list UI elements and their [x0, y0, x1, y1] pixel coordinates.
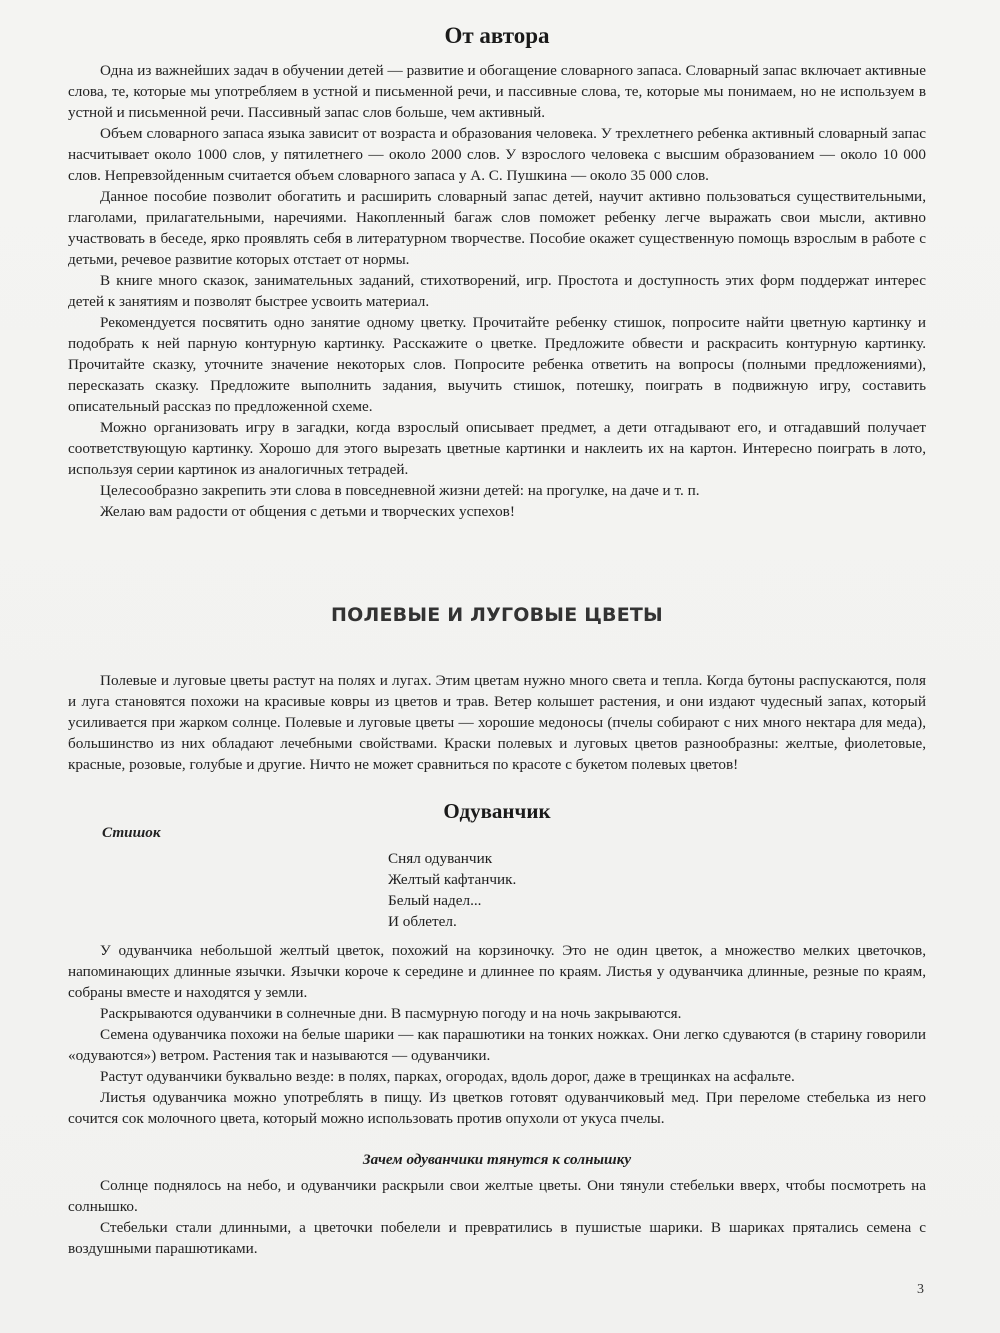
poem-label: Стишок — [102, 824, 161, 841]
author-paragraph: В книге много сказок, занимательных заданий, стихотворений, игр. Простота и доступность этих форм поддержат интерес детей к занятиям и позволят быстрее усвоить материал. — [68, 272, 926, 310]
author-paragraph: Желаю вам радости от общения с детьми и творческих успехов! — [100, 503, 515, 520]
author-paragraph: Целесообразно закрепить эти слова в повседневной жизни детей: на прогулке, на даче и т. п. — [100, 482, 700, 499]
author-paragraph: Можно организовать игру в загадки, когда взрослый описывает предмет, а дети отгадывают его, и отгадавший получает соответствующую картинку. Хорошо для этого вырезать цветные картинки и наклеить их на картон. Интересно поиграть в лото, используя серии картинок из аналогичных тетрадей. — [68, 419, 926, 478]
dandelion-description — [68, 940, 926, 1129]
page-number: 3 — [917, 1282, 924, 1297]
flowers-section — [68, 604, 926, 775]
section-intro — [68, 670, 926, 775]
dandelion-title: Одуванчик — [443, 799, 551, 823]
author-paragraph: Одна из важнейших задач в обучении детей — развитие и обогащение словарного запаса. Словарный запас включает активные слова, те, которые мы употребляем в устной и письменной речи, и пассивные слова, те, которые мы понимаем, но не используем в устной и письменной речи. Пассивный запас слов больше, чем активный. — [68, 62, 926, 121]
author-paragraph: Рекомендуется посвятить одно занятие одному цветку. Прочитайте ребенку стишок, попросите найти цветную картинку и подобрать к ней парную контурную картинку. Расскажите о цветке. Предложите обвести и раскрасить контурную картинку. Прочитайте сказку, уточните значение некоторых слов. Попросите ребенка ответить на вопросы (полными предложениями), пересказать сказку. Предложите выполнить задания, выучить стишок, потешку, поиграть в подвижную игру, составить описательный рассказ по предложенной схеме. — [68, 314, 926, 415]
description-paragraph: Семена одуванчика похожи на белые шарики — как парашютики на тонких ножках. Они легко сдуваются (в старину говорили «одуваются») ветром. Растения так и называются — одуванчики. — [68, 1026, 926, 1064]
story-title: Зачем одуванчики тянутся к солнышку — [362, 1151, 632, 1168]
story-paragraph: Стебельки стали длинными, а цветочки побелели и превратились в пушистые шарики. В шариках прятались семена с воздушными парашютиками. — [68, 1219, 926, 1257]
poem-line: Желтый кафтанчик. — [388, 871, 517, 888]
page-content — [68, 22, 926, 1259]
author-paragraph: Данное пособие позволит обогатить и расширить словарный запас детей, научит активно пользоваться существительными, глаголами, прилагательными, наречиями. Накопленный багаж слов поможет ребенку легче выражать свои мысли, активно участвовать в беседе, ярко проявлять себя в литературном творчестве. Пособие окажет существенную помощь взрослым в работе с детьми, речевое развитие которых отстает от нормы. — [68, 188, 926, 268]
poem-line: И облетел. — [388, 913, 457, 930]
author-section-title: От автора — [444, 23, 550, 48]
description-paragraph: Раскрываются одуванчики в солнечные дни. В пасмурную погоду и на ночь закрываются. — [100, 1005, 682, 1022]
poem-line: Белый надел... — [388, 892, 482, 909]
author-section — [68, 22, 926, 522]
description-paragraph: Листья одуванчика можно употреблять в пищу. Из цветков готовят одуванчиковый мед. При переломе стебелька из него сочится сок молочного цвета, который можно использовать против опухоли от укуса пчелы. — [68, 1089, 926, 1127]
poem — [388, 848, 926, 932]
description-paragraph: Растут одуванчики буквально везде: в полях, парках, огородах, вдоль дорог, даже в трещинках на асфальте. — [100, 1068, 795, 1085]
poem-line: Снял одуванчик — [388, 850, 493, 867]
section-heading: ПОЛЕВЫЕ И ЛУГОВЫЕ ЦВЕТЫ — [331, 604, 663, 626]
story-text — [68, 1175, 926, 1259]
description-paragraph: У одуванчика небольшой желтый цветок, похожий на корзиночку. Это не один цветок, а множество мелких цветочков, напоминающих длинные язычки. Язычки короче к середине и длиннее по краям. Листья у одуванчика длинные, резные по краям, собраны вместе и находятся у земли. — [68, 942, 926, 1001]
intro-paragraph: Полевые и луговые цветы растут на полях и лугах. Этим цветам нужно много света и тепла. Когда бутоны распускаются, поля и луга становятся похожи на красивые ковры из цветов и трав. Ветер колышет растения, и они издают чудесный запах, который усиливается при жарком солнце. Полевые и луговые цветы — хорошие медоносы (пчелы собирают с них много нектара для меда), большинство из них обладают лечебными свойствами. Краски полевых и луговых цветов разнообразны: желтые, фиолетовые, красные, розовые, голубые и другие. Ничто не может сравниться по красоте с букетом полевых цветов! — [68, 672, 926, 773]
author-paragraph: Объем словарного запаса языка зависит от возраста и образования человека. У трехлетнего ребенка активный словарный запас насчитывает около 1000 слов, у пятилетнего — около 2000 слов. У взрослого человека с высшим образованием — около 10 000 слов. Непревзойденным считается объем словарного запаса у А. С. Пушкина — около 35 000 слов. — [68, 125, 926, 184]
story-paragraph: Солнце поднялось на небо, и одуванчики раскрыли свои желтые цветы. Они тянули стебельки вверх, чтобы посмотреть на солнышко. — [68, 1177, 926, 1215]
story-heading-wrap — [68, 1151, 926, 1169]
dandelion-section — [68, 799, 926, 1259]
